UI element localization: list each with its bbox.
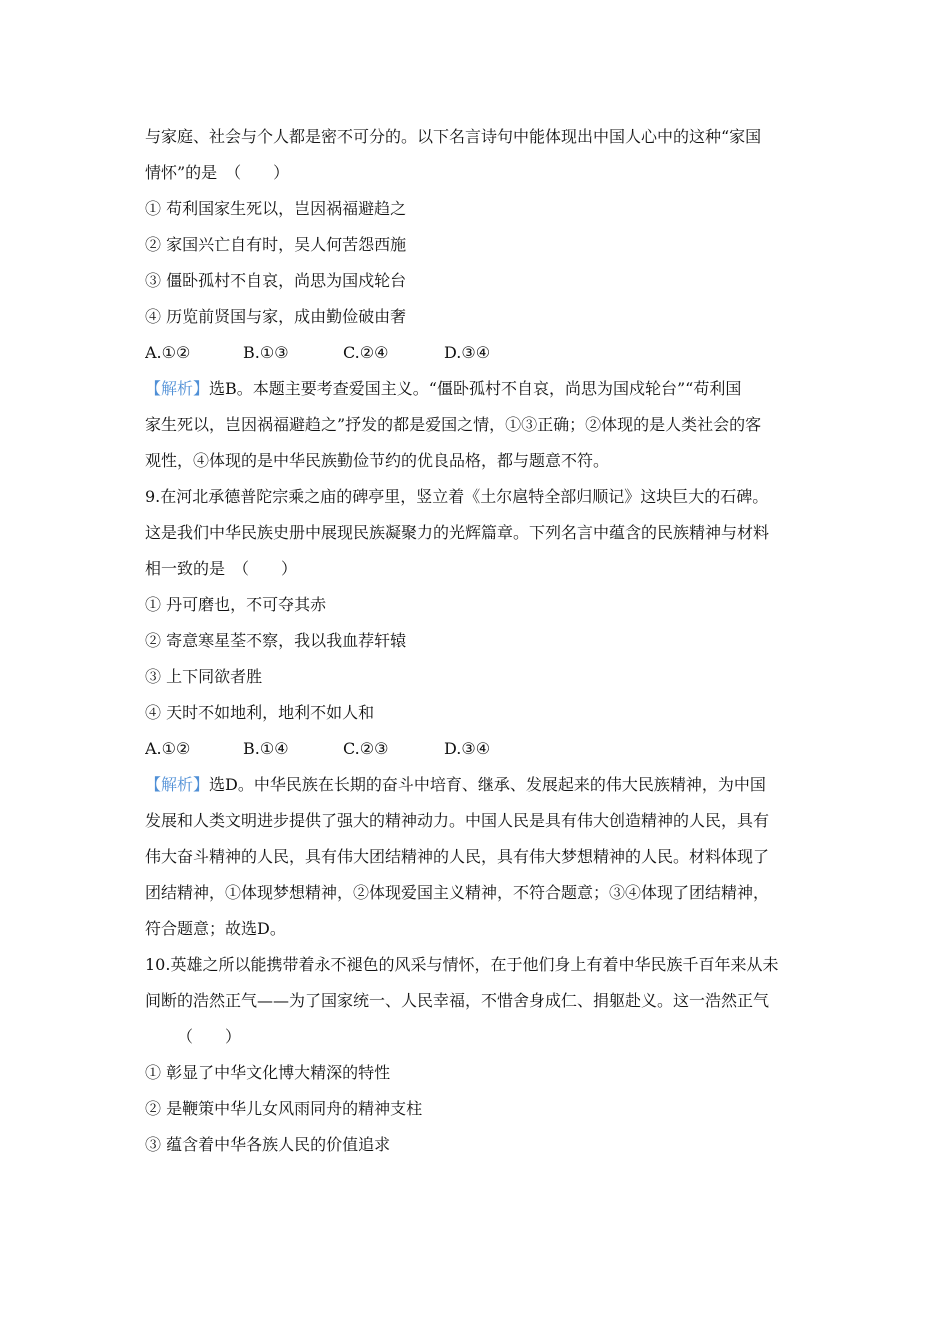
q10-stem-line-3: （ ） [177, 1027, 242, 1046]
q9-stem-line-3: 相一致的是 （ ） [145, 559, 298, 578]
q9-stem-line-1: 9.在河北承德普陀宗乘之庙的碑亭里，竖立着《土尔扈特全部归顺记》这块巨大的石碑。 [145, 487, 769, 506]
q9-option-1: ① 丹可磨也，不可夺其赤 [145, 595, 327, 614]
q9-stem-line-2: 这是我们中华民族史册中展现民族凝聚力的光辉篇章。下列名言中蕴含的民族精神与材料 [145, 523, 770, 542]
q9-option-4: ④ 天时不如地利，地利不如人和 [145, 703, 375, 722]
q9-choice-a: A.①② [145, 739, 191, 758]
q8-choices [145, 335, 810, 371]
q9-choice-b: B.①④ [243, 739, 289, 758]
q9-analysis-line-4: 团结精神，①体现梦想精神，②体现爱国主义精神，不符合题意；③④体现了团结精神， [145, 883, 770, 902]
q9-analysis-text-1: 选D。中华民族在长期的奋斗中培育、继承、发展起来的伟大民族精神，为中国 [209, 775, 766, 794]
q10-stem-line-1: 10.英雄之所以能携带着永不褪色的风采与情怀，在于他们身上有着中华民族千百年来从未 [145, 955, 779, 974]
q8-analysis-line-2: 家生死以，岂因祸福避趋之”抒发的都是爱国之情，①③正确；②体现的是人类社会的客 [145, 415, 762, 434]
question-8 [145, 119, 810, 479]
q9-choices [145, 731, 810, 767]
q8-stem-line-1: 与家庭、社会与个人都是密不可分的。以下名言诗句中能体现出中国人心中的这种“家国 [145, 127, 762, 146]
q9-choice-c: C.②③ [343, 739, 389, 758]
question-10 [145, 947, 810, 1163]
q10-option-1: ① 彰显了中华文化博大精深的特性 [145, 1063, 391, 1082]
q9-option-2: ② 寄意寒星荃不察，我以我血荐轩辕 [145, 631, 407, 650]
q8-choice-a: A.①② [145, 343, 191, 362]
q8-analysis-text-1: 选B。本题主要考查爱国主义。“僵卧孤村不自哀，尚思为国戍轮台”“苟利国 [209, 379, 742, 398]
q8-stem-line-2: 情怀”的是 （ ） [145, 163, 290, 182]
q10-option-3: ③ 蕴含着中华各族人民的价值追求 [145, 1135, 391, 1154]
question-9 [145, 479, 810, 947]
q8-analysis-line-1 [145, 371, 810, 407]
q9-analysis-line-2: 发展和人类文明进步提供了强大的精神动力。中国人民是具有伟大创造精神的人民，具有 [145, 811, 770, 830]
page-content [145, 119, 810, 1163]
q9-choice-d: D.③④ [444, 739, 491, 758]
q8-analysis-line-3: 观性，④体现的是中华民族勤俭节约的优良品格，都与题意不符。 [145, 451, 610, 470]
q8-option-1: ① 苟利国家生死以，岂因祸福避趋之 [145, 199, 407, 218]
q9-analysis-line-1 [145, 767, 810, 803]
q8-choice-c: C.②④ [343, 343, 389, 362]
q9-analysis-line-3: 伟大奋斗精神的人民，具有伟大团结精神的人民，具有伟大梦想精神的人民。材料体现了 [145, 847, 770, 866]
q8-analysis-tag: 【解析】 [145, 379, 210, 398]
q8-option-4: ④ 历览前贤国与家，成由勤俭破由奢 [145, 307, 407, 326]
q10-stem-line-2: 间断的浩然正气——为了国家统一、人民幸福，不惜舍身成仁、捐躯赴义。这一浩然正气 [145, 991, 770, 1010]
q9-analysis-tag: 【解析】 [145, 775, 210, 794]
q8-choice-b: B.①③ [243, 343, 289, 362]
q8-option-3: ③ 僵卧孤村不自哀，尚思为国戍轮台 [145, 271, 407, 290]
q10-option-2: ② 是鞭策中华儿女风雨同舟的精神支柱 [145, 1099, 423, 1118]
q9-analysis-line-5: 符合题意；故选D。 [145, 919, 286, 938]
q8-choice-d: D.③④ [444, 343, 491, 362]
q8-option-2: ② 家国兴亡自有时，吴人何苦怨西施 [145, 235, 407, 254]
q9-option-3: ③ 上下同欲者胜 [145, 667, 263, 686]
